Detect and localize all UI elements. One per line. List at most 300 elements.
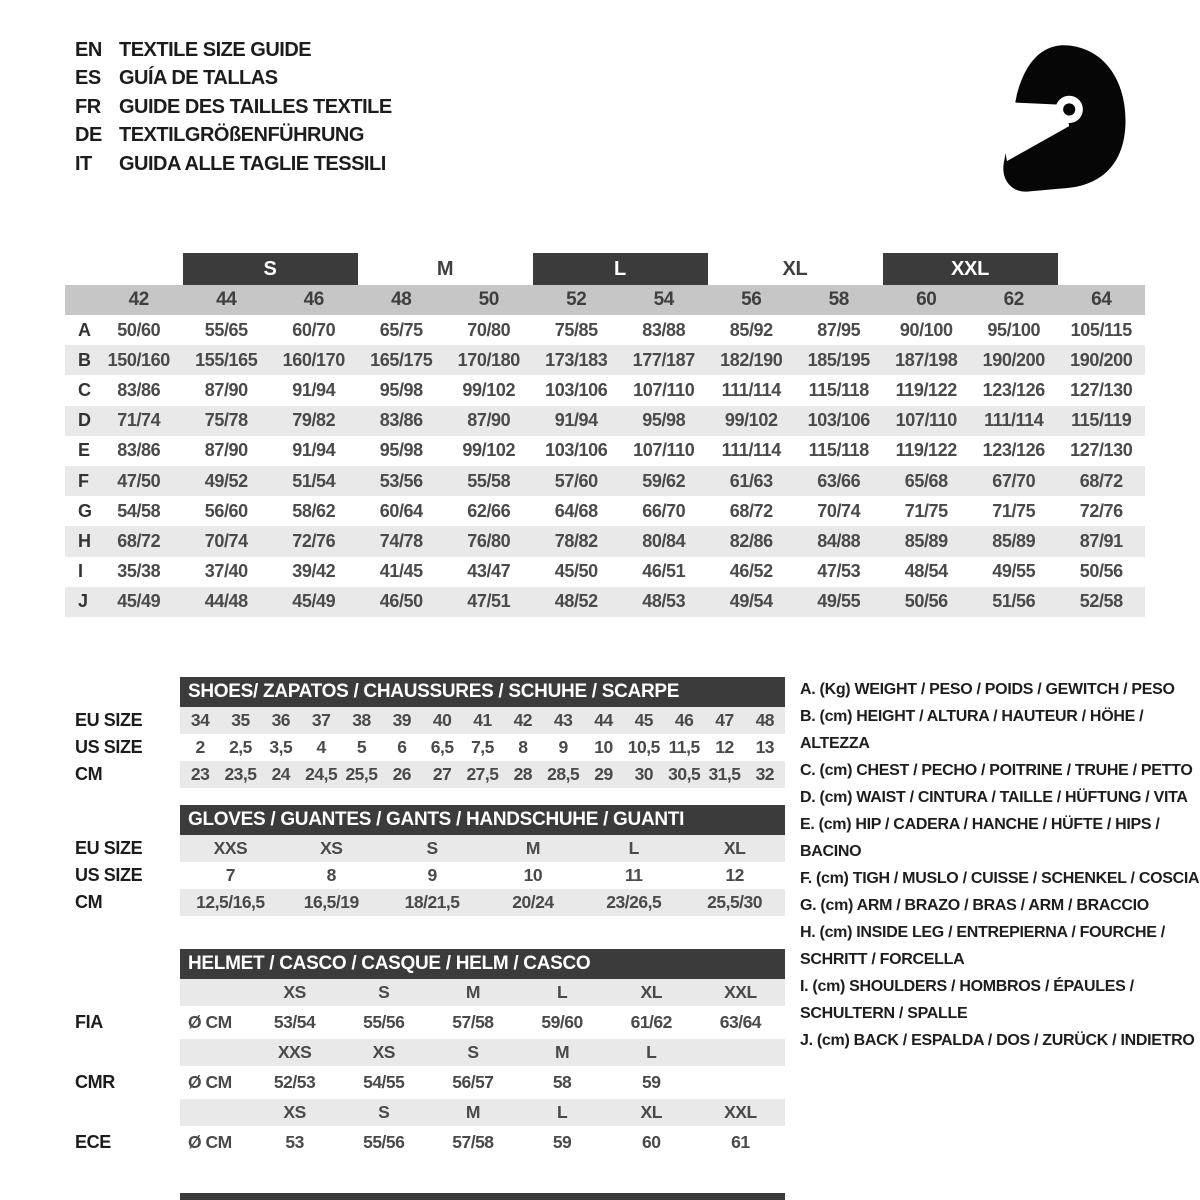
measure-value: 49/54: [729, 591, 773, 612]
row-letter: G: [78, 500, 92, 521]
row-letter: B: [78, 349, 91, 370]
measure-value: 35/38: [117, 561, 161, 582]
language-code: DE: [75, 124, 102, 147]
measure-row-b: [65, 345, 1145, 375]
measure-value: 103/106: [545, 379, 608, 400]
diameter-unit-label: Ø CM: [188, 1072, 232, 1092]
helmet-size-label: XXL: [724, 1102, 757, 1122]
measure-value: 74/78: [379, 530, 423, 551]
measure-value: 56/60: [204, 500, 248, 521]
measure-value: 99/102: [462, 440, 516, 461]
measure-value: 119/122: [895, 379, 957, 400]
shoes-value: 2: [195, 737, 205, 757]
shoes-header-row: [75, 677, 785, 707]
size-band-row: [65, 253, 1145, 285]
numeric-size: 60: [916, 289, 937, 310]
shoes-value: 12: [715, 737, 734, 757]
measure-value: 99/102: [724, 410, 778, 431]
shoes-value: 43: [553, 710, 573, 730]
shoes-value: 25,5: [345, 764, 378, 784]
gloves-row-label: US SIZE: [75, 865, 143, 885]
shoes-value: 5: [356, 737, 367, 757]
numeric-size: 42: [128, 289, 149, 310]
shoes-value: 8: [518, 737, 528, 757]
measure-value: 49/52: [204, 470, 248, 491]
measure-value: 45/49: [292, 591, 336, 612]
row-letter: H: [78, 530, 91, 551]
guide-title: TEXTILGRÖßENFÜHRUNG: [119, 124, 364, 147]
measure-value: 53/56: [379, 470, 423, 491]
diameter-unit-label: Ø CM: [188, 1132, 232, 1152]
helmet-value: 55/56: [363, 1132, 405, 1152]
measure-value: 75/85: [554, 319, 598, 340]
measure-value: 50/56: [904, 591, 948, 612]
shoes-value: 47: [715, 710, 734, 730]
shoes-value: 6,5: [430, 737, 454, 757]
helmet-size-label: S: [467, 1042, 479, 1062]
measure-value: 59/62: [642, 470, 686, 491]
spacer: [75, 805, 180, 835]
helmet-value: 59: [642, 1072, 661, 1092]
measure-value: 111/114: [984, 410, 1044, 431]
spacer: [75, 1099, 180, 1126]
helmet-value-row: [75, 1066, 785, 1099]
guide-title: GUIDA ALLE TAGLIE TESSILI: [119, 152, 386, 175]
spacer: [75, 677, 180, 707]
measure-value: 37/40: [204, 561, 248, 582]
apparel-size-table: [65, 253, 1145, 617]
shoes-value: 9: [558, 737, 568, 757]
measure-value: 83/86: [117, 379, 161, 400]
helmet-values: [180, 1126, 785, 1159]
measure-value: 44/48: [204, 591, 248, 612]
legend-item: E. (cm) HIP / CADERA / HANCHE / HÜFTE / HIPS / BACINO: [800, 816, 1160, 860]
measure-value: 103/106: [545, 440, 608, 461]
language-row: [75, 65, 392, 94]
measure-value: 107/110: [633, 440, 695, 461]
guide-title: GUÍA DE TALLAS: [119, 67, 278, 90]
shoes-value: 10,5: [627, 737, 660, 757]
gloves-rows: [75, 835, 785, 916]
shoes-value: 38: [352, 710, 371, 730]
helmet-size-row: [75, 1099, 785, 1126]
measure-value: 65/68: [904, 470, 948, 491]
legend-item: F. (cm) TIGH / MUSLO / CUISSE / SCHENKEL / COSCIA: [800, 870, 1200, 887]
measure-value: 50/60: [117, 319, 161, 340]
helmet-size-values: [180, 1099, 785, 1126]
shoes-value: 39: [392, 710, 412, 730]
gloves-row: [75, 835, 785, 862]
shoes-value: 27: [432, 764, 452, 784]
row-letter: J: [78, 591, 88, 612]
measure-value: 185/195: [807, 349, 870, 370]
measure-value: 190/200: [1070, 349, 1133, 370]
shoes-rows: [75, 707, 785, 788]
gloves-value: 16,5/19: [303, 892, 359, 912]
gloves-value: M: [525, 838, 540, 858]
measure-value: 91/94: [292, 379, 336, 400]
measure-value: 83/86: [117, 440, 161, 461]
gloves-value: XXS: [213, 838, 248, 858]
measure-value: 47/51: [467, 591, 511, 612]
spacer: [75, 1039, 180, 1066]
shoes-value: 2,5: [229, 737, 252, 757]
helmet-table: [75, 949, 785, 1159]
helmet-size-label: XXL: [724, 982, 757, 1002]
shoes-value: 4: [316, 737, 326, 757]
size-band-m: M: [436, 257, 454, 280]
gloves-value: 18/21,5: [404, 892, 460, 912]
numeric-size: 50: [478, 289, 499, 310]
measure-value: 85/89: [904, 530, 948, 551]
measure-value: 160/170: [282, 349, 345, 370]
helmet-size-label: XL: [640, 1102, 662, 1122]
measure-value: 83/86: [379, 410, 423, 431]
gloves-header-row: [75, 805, 785, 835]
helmet-value: 59/60: [541, 1012, 583, 1032]
measure-value: 150/160: [107, 349, 170, 370]
measure-value: 61/63: [729, 470, 773, 491]
measure-value: 41/45: [379, 561, 423, 582]
measure-value: 182/190: [720, 349, 783, 370]
language-code: EN: [75, 38, 102, 61]
measurement-rows: [65, 315, 1145, 617]
standard-label-fia: FIA: [75, 1012, 103, 1032]
measure-value: 48/54: [904, 561, 948, 582]
shoes-row-values: [180, 707, 785, 734]
row-letter: C: [78, 379, 91, 400]
measure-value: 70/80: [467, 319, 511, 340]
gloves-row-values: [180, 889, 785, 916]
diameter-unit-label: Ø CM: [188, 1012, 232, 1032]
measure-value: 63/66: [817, 470, 861, 491]
measure-value: 90/100: [899, 319, 953, 340]
shoes-value: 6: [397, 737, 407, 757]
shoes-title: SHOES/ ZAPATOS / CHAUSSURES / SCHUHE / SCARPE: [180, 677, 785, 707]
measure-row-g: [65, 496, 1145, 526]
measure-value: 49/55: [817, 591, 861, 612]
helmet-size-label: XS: [372, 1042, 395, 1062]
helmet-value: 61: [731, 1132, 750, 1152]
measure-value: 46/51: [642, 561, 686, 582]
legend-item: A. (Kg) WEIGHT / PESO / POIDS / GEWITCH / PESO: [800, 681, 1175, 698]
measure-value: 111/114: [721, 440, 781, 461]
measure-value: 115/119: [1071, 410, 1132, 431]
gloves-value: 10: [523, 865, 543, 885]
measure-row-i: [65, 557, 1145, 587]
helmet-size-row: [75, 979, 785, 1006]
shoes-value: 41: [473, 710, 492, 730]
spacer: [75, 979, 180, 1006]
shoes-value: 28: [513, 764, 533, 784]
racing-helmet-icon: [978, 38, 1130, 196]
measurement-legend: [800, 676, 1200, 1054]
row-letter: F: [78, 470, 89, 491]
shoes-value: 7,5: [471, 737, 494, 757]
measure-value: 48/52: [554, 591, 598, 612]
helmet-size-label: XL: [640, 982, 662, 1002]
language-row: [75, 36, 392, 65]
measure-value: 72/76: [1079, 500, 1123, 521]
measure-row-d: [65, 406, 1145, 436]
helmet-value: 52/53: [273, 1072, 316, 1092]
helmet-value: 53: [285, 1132, 304, 1152]
measure-value: 60/64: [379, 500, 423, 521]
measure-value: 87/90: [204, 379, 248, 400]
shoes-value: 45: [634, 710, 654, 730]
gloves-row: [75, 862, 785, 889]
language-code: FR: [75, 95, 101, 118]
gloves-value: XL: [723, 838, 746, 858]
numeric-size: 56: [741, 289, 762, 310]
shoes-value: 23,5: [224, 764, 257, 784]
shoes-value: 29: [594, 764, 613, 784]
gloves-value: L: [628, 838, 639, 858]
gloves-value: 20/24: [512, 892, 554, 912]
measure-value: 46/50: [379, 591, 423, 612]
helmet-value: 60: [642, 1132, 661, 1152]
measure-value: 72/76: [292, 530, 336, 551]
row-letter: E: [78, 440, 90, 461]
numeric-size: 54: [653, 289, 674, 310]
shoes-value: 48: [755, 710, 775, 730]
measure-value: 76/80: [467, 530, 511, 551]
measure-value: 67/70: [992, 470, 1036, 491]
shoes-row: [75, 707, 785, 734]
measure-value: 57/60: [554, 470, 598, 491]
shoes-row-label: CM: [75, 764, 103, 784]
measure-value: 115/118: [808, 440, 869, 461]
shoes-value: 13: [755, 737, 775, 757]
numeric-size: 44: [216, 289, 237, 310]
measure-value: 95/98: [379, 379, 423, 400]
language-title-list: [75, 36, 392, 179]
measure-row-j: [65, 587, 1145, 617]
shoes-value: 36: [271, 710, 291, 730]
measure-value: 87/95: [817, 319, 861, 340]
measure-value: 85/89: [992, 530, 1036, 551]
numeric-size-row: [65, 285, 1145, 315]
helmet-value: 61/62: [630, 1012, 672, 1032]
measure-value: 68/72: [729, 500, 773, 521]
standard-label-cmr: CMR: [75, 1072, 115, 1092]
measure-value: 127/130: [1070, 440, 1133, 461]
measure-value: 111/114: [721, 379, 781, 400]
measure-value: 78/82: [554, 530, 598, 551]
measure-value: 99/102: [462, 379, 516, 400]
measure-value: 39/42: [292, 561, 336, 582]
size-band-s: S: [183, 253, 358, 285]
gloves-value: S: [426, 838, 438, 858]
shoes-row: [75, 761, 785, 788]
spacer: [65, 285, 95, 315]
numeric-size: 62: [1003, 289, 1024, 310]
helmet-rows: [75, 979, 785, 1159]
shoes-value: 46: [674, 710, 694, 730]
measure-value: 85/92: [729, 319, 773, 340]
measure-value: 71/75: [992, 500, 1036, 521]
measure-value: 49/55: [992, 561, 1036, 582]
shoes-row-label: EU SIZE: [75, 710, 143, 730]
measure-value: 87/90: [467, 410, 511, 431]
measure-value: 127/130: [1070, 379, 1133, 400]
helmet-values: [180, 1066, 785, 1099]
gloves-row-values: [180, 835, 785, 862]
shoes-value: 11,5: [668, 737, 700, 757]
measure-value: 68/72: [117, 530, 161, 551]
measure-value: 75/78: [204, 410, 248, 431]
measure-value: 107/110: [895, 410, 957, 431]
gloves-value: 25,5/30: [707, 892, 763, 912]
shoes-value: 27,5: [466, 764, 499, 784]
measure-value: 170/180: [457, 349, 520, 370]
helmet-values: [180, 1006, 785, 1039]
row-letter: A: [78, 319, 91, 340]
shoes-value: 44: [594, 710, 613, 730]
measure-value: 65/75: [379, 319, 423, 340]
measure-value: 87/90: [204, 440, 248, 461]
measure-value: 52/58: [1079, 591, 1123, 612]
helmet-size-label: L: [556, 1102, 568, 1122]
shoes-value: 28,5: [547, 764, 580, 784]
legend-item: G. (cm) ARM / BRAZO / BRAS / ARM / BRACCIO: [800, 897, 1149, 914]
shoes-value: 42: [513, 710, 533, 730]
legend-item: J. (cm) BACK / ESPALDA / DOS / ZURÜCK / INDIETRO: [800, 1032, 1195, 1049]
measure-value: 68/72: [1079, 470, 1123, 491]
measure-value: 47/50: [117, 470, 161, 491]
helmet-size-label: L: [646, 1042, 657, 1062]
helmet-size-label: L: [556, 982, 568, 1002]
measure-value: 45/49: [117, 591, 161, 612]
measure-row-h: [65, 526, 1145, 556]
measure-value: 51/56: [992, 591, 1036, 612]
helmet-value: 58: [552, 1072, 572, 1092]
helmet-size-label: M: [465, 982, 480, 1002]
measure-value: 47/53: [817, 561, 861, 582]
measure-value: 84/88: [817, 530, 861, 551]
numeric-size: 52: [566, 289, 587, 310]
measure-value: 60/70: [292, 319, 336, 340]
helmet-value: 63/64: [719, 1012, 762, 1032]
measure-row-e: [65, 436, 1145, 466]
shoes-value: 34: [190, 710, 210, 730]
size-band-l: L: [533, 253, 708, 285]
helmet-value: 57/58: [452, 1012, 494, 1032]
shoes-value: 31,5: [708, 764, 741, 784]
shoes-value: 35: [231, 710, 250, 730]
measure-value: 95/100: [987, 319, 1041, 340]
shoes-value: 24,5: [305, 764, 338, 784]
measure-value: 82/86: [729, 530, 773, 551]
measure-value: 115/118: [808, 379, 869, 400]
measure-value: 95/98: [379, 440, 423, 461]
helmet-size-values: [180, 979, 785, 1006]
measure-value: 123/126: [982, 440, 1045, 461]
row-letter: D: [78, 410, 91, 431]
guide-title: TEXTILE SIZE GUIDE: [119, 38, 312, 61]
measure-value: 55/65: [204, 319, 248, 340]
shoes-value: 32: [755, 764, 775, 784]
helmet-value-row: [75, 1126, 785, 1159]
measure-value: 119/122: [895, 440, 957, 461]
measure-value: 190/200: [982, 349, 1045, 370]
gloves-value: 12,5/16,5: [196, 892, 265, 912]
measure-value: 48/53: [642, 591, 686, 612]
helmet-value: 56/57: [452, 1072, 494, 1092]
spacer: [75, 949, 180, 979]
shoes-value: 24: [271, 764, 291, 784]
measure-value: 83/88: [642, 319, 686, 340]
language-code: ES: [75, 67, 101, 90]
legend-item: C. (cm) CHEST / PECHO / POITRINE / TRUHE / PETTO: [800, 762, 1193, 779]
measure-value: 103/106: [807, 410, 870, 431]
helmet-header-row: [75, 949, 785, 979]
measure-value: 165/175: [370, 349, 433, 370]
measure-value: 107/110: [633, 379, 695, 400]
legend-item: H. (cm) INSIDE LEG / ENTREPIERNA / FOURCHE / SCHRITT / FORCELLA: [800, 924, 1165, 968]
measure-value: 55/58: [467, 470, 511, 491]
measure-value: 187/198: [895, 349, 958, 370]
numeric-size: 64: [1091, 289, 1112, 310]
language-row: [75, 122, 392, 151]
shoes-value: 37: [311, 710, 331, 730]
measure-value: 64/68: [554, 500, 598, 521]
measure-row-c: [65, 375, 1145, 405]
measure-value: 177/187: [632, 349, 695, 370]
gloves-value: XS: [320, 838, 343, 858]
shoes-row: [75, 734, 785, 761]
measure-value: 66/70: [642, 500, 686, 521]
gloves-value: 23/26,5: [606, 892, 662, 912]
helmet-size-label: XS: [283, 1102, 306, 1122]
shoes-table: [75, 677, 785, 788]
shoes-row-label: US SIZE: [75, 737, 143, 757]
numeric-size: 46: [303, 289, 324, 310]
gloves-row: [75, 889, 785, 916]
cropped-band: [180, 1193, 785, 1200]
measure-value: 91/94: [554, 410, 598, 431]
measure-value: 173/183: [545, 349, 608, 370]
measure-value: 70/74: [817, 500, 861, 521]
measure-value: 87/91: [1079, 530, 1123, 551]
shoes-value: 30,5: [668, 764, 701, 784]
helmet-value: 57/58: [452, 1132, 494, 1152]
guide-title: GUIDE DES TAILLES TEXTILE: [119, 95, 392, 118]
helmet-size-label: M: [465, 1102, 480, 1122]
language-row: [75, 93, 392, 122]
shoes-value: 23: [190, 764, 210, 784]
helmet-value: 55/56: [363, 1012, 405, 1032]
measure-value: 58/62: [292, 500, 336, 521]
gloves-row-label: EU SIZE: [75, 838, 143, 858]
helmet-size-label: S: [378, 1102, 390, 1122]
helmet-size-label: M: [555, 1042, 570, 1062]
gloves-value: 12: [725, 865, 744, 885]
helmet-size-values: [180, 1039, 785, 1066]
gloves-row-values: [180, 862, 785, 889]
helmet-size-label: XS: [283, 982, 306, 1002]
numeric-size: 58: [828, 289, 849, 310]
legend-item: I. (cm) SHOULDERS / HOMBROS / ÉPAULES / SCHULTERN / SPALLE: [800, 978, 1134, 1022]
helmet-value: 54/55: [363, 1072, 405, 1092]
gloves-value: 11: [624, 865, 643, 885]
language-code: IT: [75, 152, 92, 175]
shoes-value: 26: [392, 764, 412, 784]
legend-item: B. (cm) HEIGHT / ALTURA / HAUTEUR / HÖHE / ALTEZZA: [800, 708, 1144, 752]
shoes-row-values: [180, 734, 785, 761]
gloves-title: GLOVES / GUANTES / GANTS / HANDSCHUHE / GUANTI: [180, 805, 785, 835]
size-band-xxl: XXL: [883, 253, 1058, 285]
